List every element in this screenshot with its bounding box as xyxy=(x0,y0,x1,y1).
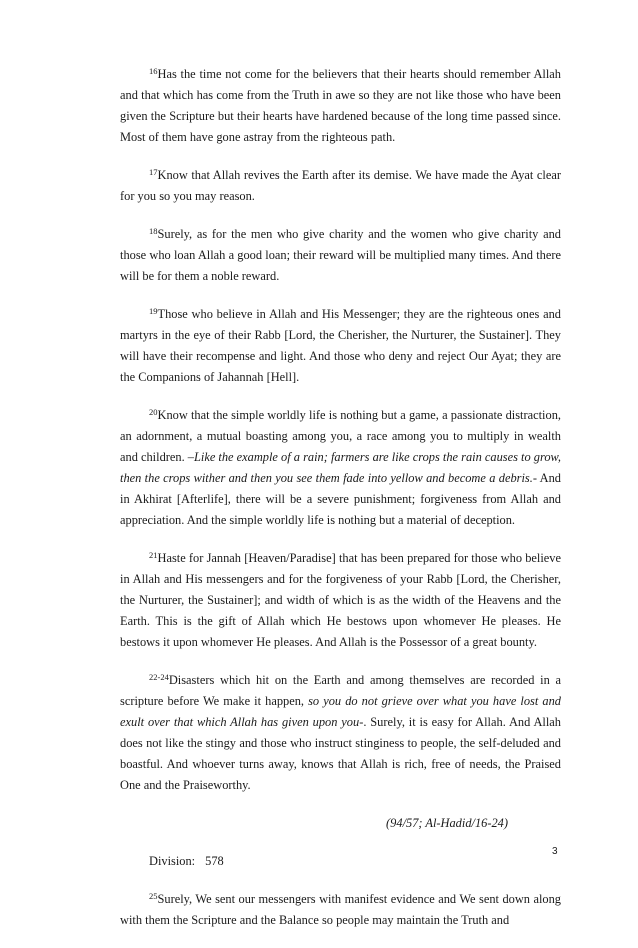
verse-21 xyxy=(120,548,561,653)
verse-19 xyxy=(120,304,561,388)
verse-number: 16 xyxy=(149,66,158,76)
verse-22-24 xyxy=(120,670,561,796)
citation: (94/57; Al-Hadid/16-24) xyxy=(386,816,508,830)
division-heading xyxy=(120,851,561,872)
division-number: 578 xyxy=(205,854,224,868)
verse-number: 17 xyxy=(149,167,158,177)
verse-number: 25 xyxy=(149,891,158,901)
verse-number: 19 xyxy=(149,306,158,316)
division-label: Division: xyxy=(149,854,196,868)
final-verse xyxy=(120,889,561,931)
verse-text: Surely, We sent our messengers with manifest evidence and We sent down along with them the Scripture and the Balance so people may maintain the Truth and xyxy=(120,892,561,927)
verse-italic-text: Like the example of a rain; farmers are like crops the rain causes to grow, then the crops wither and then you see them fade into yellow and become a debris. xyxy=(120,450,561,485)
verse-20 xyxy=(120,405,561,531)
verse-italic-text: so you do not grieve over what you have lost and exult over that which Allah has given upon you xyxy=(120,694,561,729)
verse-17 xyxy=(120,165,561,207)
page-number: 3 xyxy=(552,846,558,857)
verse-number: 22-24 xyxy=(149,672,169,682)
page-body xyxy=(120,64,561,948)
verse-text: - And in Akhirat [Afterlife], there will be a severe punishment; forgiveness from Allah and appreciation. And the simple worldly life is nothing but a material of deception. xyxy=(120,471,561,527)
verse-text: Surely, as for the men who give charity and the women who give charity and those who loan Allah a good loan; their reward will be multiplied many times. And there will be for them a noble reward. xyxy=(120,227,561,283)
verse-text: Disasters which hit on the Earth and among themselves are recorded in a scripture before We make it happen, xyxy=(120,673,561,708)
verse-number: 20 xyxy=(149,407,158,417)
verse-text: Has the time not come for the believers that their hearts should remember Allah and that which has come from the Truth in awe so they are not like those who have been given the Scripture but their hearts have hardened because of the long time passed since. Most of them have gone astray from the righteous path. xyxy=(120,67,561,144)
verse-list xyxy=(120,64,561,796)
verse-text: Know that Allah revives the Earth after its demise. We have made the Ayat clear for you so you may reason. xyxy=(120,168,561,203)
verse-25 xyxy=(120,889,561,931)
verse-number: 21 xyxy=(149,550,158,560)
verse-18 xyxy=(120,224,561,287)
verse-text: -. Surely, it is easy for Allah. And Allah does not like the stingy and those who instruct stinginess to people, the self-deluded and boastful. And whoever turns away, knows that Allah is rich, free of needs, the Praised One and the Praiseworthy. xyxy=(120,715,562,792)
verse-16 xyxy=(120,64,561,148)
verse-number: 18 xyxy=(149,226,158,236)
verse-text: Haste for Jannah [Heaven/Paradise] that has been prepared for those who believe in Allah and His messengers and for the forgiveness of your Rabb [Lord, the Cherisher, the Nurturer, the Sustainer]; and width of which is as the width of the Heavens and the Earth. This is the gift of Allah which He bestows upon whomever He pleases. He bestows it upon whomever He pleases. And Allah is the Possessor of a great bounty. xyxy=(120,551,561,649)
verse-text: Those who believe in Allah and His Messenger; they are the righteous ones and martyrs in the eye of their Rabb [Lord, the Cherisher, the Nurturer, the Sustainer]. They will have their recompense and light. And those who deny and reject Our Ayat; they are the Companions of Jahannah [Hell]. xyxy=(120,307,561,384)
verse-text: Know that the simple worldly life is nothing but a game, a passionate distraction, an adornment, a mutual boasting among you, a race among you to multiply in wealth and children. – xyxy=(120,408,561,464)
